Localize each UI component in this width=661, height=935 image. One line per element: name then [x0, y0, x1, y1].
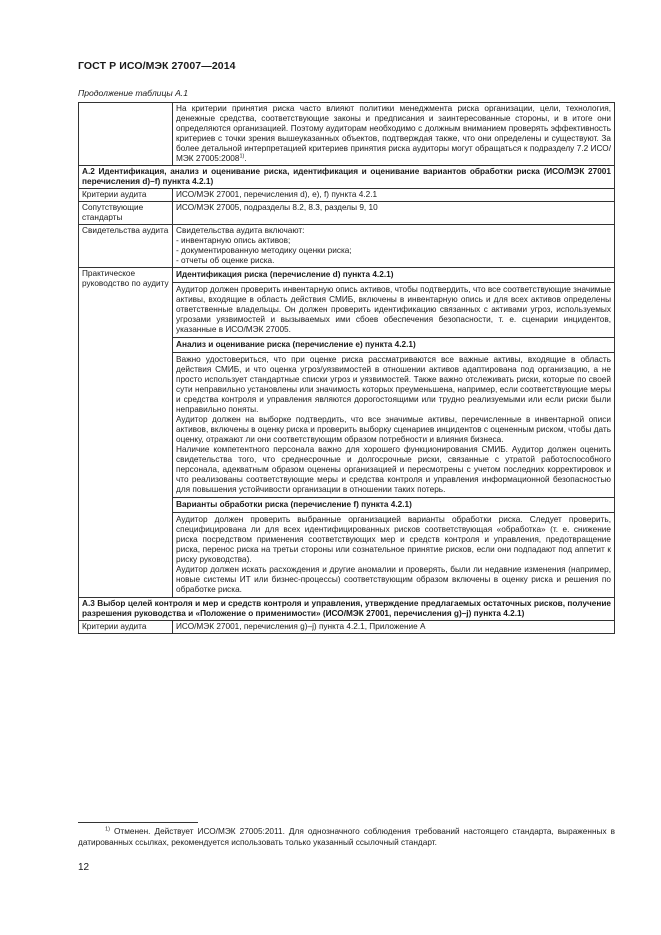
paragraph: Аудитор должен проверить инвентарную опись активов, чтобы подтвердить, что все соответствующие значимые активы, входящие в область действия СМИБ, включены в инвентарную опись и для всех активов определены ответственные владельцы. Он должен проверить идентификацию связанных с активами угроз, используемых угрозами уязвимостей и вызываемых ими сбоев обеспечения безопасности, т. е. сценарии инцидентов, указанные в ИСО/МЭК 27005.	[176, 285, 611, 334]
table-row	[79, 621, 615, 634]
footnote-mark-text: 1)	[105, 826, 110, 833]
section-heading-row	[79, 166, 615, 189]
row-value: ИСО/МЭК 27005, подразделы 8.2, 8.3, разделы 9, 10	[173, 202, 615, 225]
footnote-mark	[78, 826, 110, 837]
footnote	[78, 826, 615, 848]
paragraph: Аудитор должен проверить выбранные организацией варианты обработки риска. Следует проверить, специфицирована ли для всех идентифицированных рисков соответствующая «обработка» (т. е. снижение риска посредством применения соответствующих мер и средств контроля и управления, предотвращение риска, перенос риска на третьи стороны или сознательное принятие рисков, если они подпадают под аппетит к риску руководства).	[176, 515, 611, 564]
page-number: 12	[78, 862, 90, 873]
row-label: Практическое руководство по аудиту	[79, 268, 173, 598]
section-a3-heading: А.3 Выбор целей контроля и мер и средств контроля и управления, утверждение предлагаемых остаточных рисков, получение разрешения руководства и «Положение о применимости» (ИСО/МЭК 27001, перечисления g)–j) пункта 4.2.1)	[79, 598, 615, 621]
row-label: Сопутствующие стандарты	[79, 202, 173, 225]
guidance-block-analysis	[173, 337, 614, 497]
block-body	[173, 353, 614, 497]
section-a2-heading: А.2 Идентификация, анализ и оценивание риска, идентификация и оценивание вариантов обработки риска (ИСО/МЭК 27001 перечисления d)–f) пункта 4.2.1)	[79, 166, 615, 189]
block-title: Варианты обработки риска (перечисление f) пункта 4.2.1)	[173, 497, 614, 513]
footnote-divider	[78, 822, 198, 823]
risk-criteria-note	[173, 103, 615, 166]
list-item: Свидетельства аудита включают:	[176, 226, 305, 235]
paragraph: Наличие компетентного персонала важно для хорошего функционирования СМИБ. Аудитор должен оценить свидетельства того, что среднесрочные и долгосрочные риски, связанные с утратой работоспособного персонала, адекватным образом оценены организацией и пересмотрены с учетом последних корректировок и что реализованы соответствующие меры и средства контроля и управления информационной безопасностью для повышения устойчивости организации в отношении таких потерь.	[176, 445, 611, 494]
list-item: - отчеты об оценке риска.	[176, 256, 275, 265]
table-row	[79, 202, 615, 225]
row-label: Критерии аудита	[79, 621, 173, 634]
audit-guidance-table	[78, 102, 615, 634]
table-row	[79, 103, 615, 166]
risk-criteria-text: На критерии принятия риска часто влияют политики менеджмента риска организации, цели, технология, денежные средства, соответствующие законы и предписания и заинтересованные стороны, и в итоге они определяются организацией. Поэтому аудиторам необходимо с должным вниманием проверять эффективность критериев с точки зрения вышеуказанных объектов, подтверждая также, что они определены и существуют. За более детальной интерпретацией критериев принятия риска аудиторы могут обращаться к подразделу 7.2 ИСО/МЭК 27005:2008	[176, 104, 611, 163]
block-body	[173, 513, 614, 597]
paragraph: Важно удостовериться, что при оценке риска рассматриваются все важные активы, входящие в область действия СМИБ, и что оценка угроз/уязвимостей в отношении активов адаптирована под организацию, а не просто использует стандартные списки угроз и уязвимостей. Также важно отслеживать риски, которые по своей сути неправильно установлены или значимость которых преуменьшена, например, если соответствующие меры и средства контроля и управления являются дорогостоящими или трудно реализуемыми или если риски были неправильно поняты.	[176, 355, 611, 414]
row-label: Критерии аудита	[79, 189, 173, 202]
block-title: Анализ и оценивание риска (перечисление e) пункта 4.2.1)	[173, 337, 614, 353]
table-row	[79, 268, 615, 598]
document-title: ГОСТ Р ИСО/МЭК 27007—2014	[78, 60, 236, 72]
paragraph: Аудитор должен на выборке подтвердить, что все значимые активы, перечисленные в инвентарной описи активов, включены в оценку риска и проверить выборку сценариев инцидентов с оцененным риском, чтобы дать оценку, отражают ли они соответствующим образом потребности и влияния бизнеса.	[176, 415, 611, 444]
table-row	[79, 189, 615, 202]
empty-cell	[79, 103, 173, 166]
guidance-block-treatment	[173, 497, 614, 597]
paragraph: Аудитор должен искать расхождения и другие аномалии и проверять, были ли недавние изменения (например, новые системы ИТ или бизнес-процессы) соответствующим образом включены в оценку риска и решения по обработке риска.	[176, 565, 611, 594]
evidence-list	[173, 225, 615, 268]
footnote-ref: 1)	[239, 153, 245, 160]
block-title: Идентификация риска (перечисление d) пункта 4.2.1)	[173, 268, 614, 283]
guidance-block-identification	[173, 268, 614, 337]
row-value: ИСО/МЭК 27001, перечисления d), e), f) пункта 4.2.1	[173, 189, 615, 202]
guidance-blocks	[173, 268, 615, 598]
list-item: - документированную методику оценки риска;	[176, 246, 352, 255]
section-heading-row	[79, 598, 615, 621]
block-body	[173, 283, 614, 337]
table-caption: Продолжение таблицы А.1	[78, 88, 188, 98]
list-item: - инвентарную опись активов;	[176, 236, 291, 245]
row-value: ИСО/МЭК 27001, перечисления g)–j) пункта 4.2.1, Приложение А	[173, 621, 615, 634]
footnote-text: Отменен. Действует ИСО/МЭК 27005:2011. Для однозначного соблюдения требований настоящего стандарта, выраженных в датированных ссылках, рекомендуется использовать только указанный ссылочный стандарт.	[78, 827, 615, 847]
sentence-end: .	[244, 154, 247, 163]
table-row	[79, 225, 615, 268]
row-label: Свидетельства аудита	[79, 225, 173, 268]
